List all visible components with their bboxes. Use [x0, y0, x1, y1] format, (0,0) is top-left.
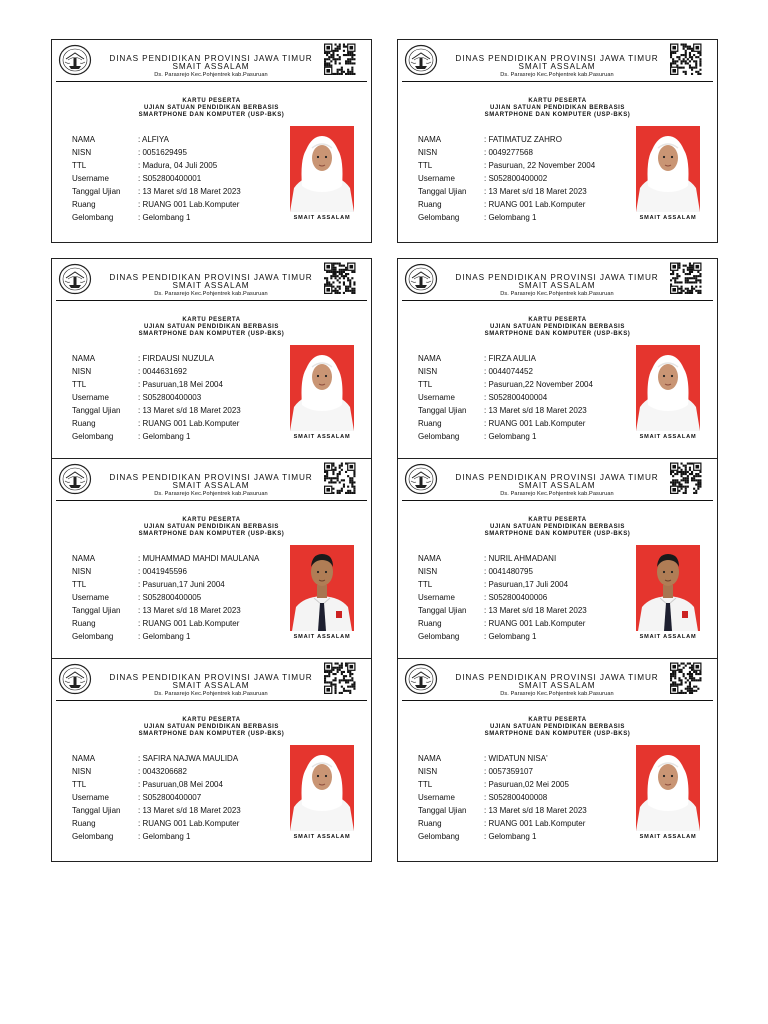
field-label: Ruang [72, 819, 96, 828]
exam-subtitle: SMARTPHONE DAN KOMPUTER (USP-BKS) [138, 531, 285, 537]
field-nama [418, 754, 548, 763]
card-title: KARTU PESERTA [528, 717, 587, 723]
card-title: KARTU PESERTA [528, 317, 587, 323]
field-label: Gelombang [72, 432, 114, 441]
tut-wuri-handayani-logo-icon [404, 263, 438, 295]
field-value: : RUANG 001 Lab.Komputer [484, 200, 586, 209]
school-name: SMAIT ASSALAM [172, 281, 250, 290]
field-label: TTL [72, 380, 87, 389]
exam-subtitle: SMARTPHONE DAN KOMPUTER (USP-BKS) [138, 731, 285, 737]
field-label: Username [418, 593, 455, 602]
field-ruang [418, 200, 585, 209]
field-label: TTL [72, 161, 87, 170]
school-name: SMAIT ASSALAM [172, 681, 250, 690]
field-value: : 13 Maret s/d 18 Maret 2023 [138, 187, 241, 196]
field-label: Tanggal Ujian [72, 806, 121, 815]
field-label: Gelombang [72, 632, 114, 641]
school-address: Ds. Parasrejo Kec.Pohjentrek kab.Pasuruan [500, 72, 614, 78]
school-caption: SMAIT ASSALAM [639, 834, 697, 840]
qr-code-icon [668, 662, 704, 694]
tut-wuri-handayani-logo-icon [404, 463, 438, 495]
field-value: : Gelombang 1 [484, 632, 537, 641]
exam-title: UJIAN SATUAN PENDIDIKAN BERBASIS [143, 524, 280, 530]
field-nama [72, 135, 169, 144]
field-username [72, 593, 201, 602]
exam-title: UJIAN SATUAN PENDIDIKAN BERBASIS [143, 324, 280, 330]
field-label: Username [72, 793, 109, 802]
field-gelombang [418, 432, 536, 441]
school-name: SMAIT ASSALAM [172, 481, 250, 490]
qr-code-icon [668, 43, 704, 75]
field-label: TTL [418, 580, 433, 589]
school-caption: SMAIT ASSALAM [639, 434, 697, 440]
field-nisn [72, 567, 187, 576]
field-value: : 0051629495 [138, 148, 187, 157]
tut-wuri-handayani-logo-icon [58, 44, 92, 76]
field-value: : 0043206682 [138, 767, 187, 776]
participant-photo [290, 126, 354, 212]
field-gelombang [72, 632, 190, 641]
field-nisn [418, 767, 533, 776]
field-label: NAMA [72, 135, 96, 144]
field-nisn [418, 367, 533, 376]
field-tanggal-ujian [418, 806, 587, 815]
school-name: SMAIT ASSALAM [172, 62, 250, 71]
field-label: Ruang [72, 419, 96, 428]
field-label: NISN [418, 567, 438, 576]
field-ruang [418, 619, 585, 628]
field-label: TTL [418, 161, 433, 170]
field-label: NISN [418, 367, 438, 376]
field-value: : 13 Maret s/d 18 Maret 2023 [484, 406, 587, 415]
field-username [418, 174, 547, 183]
agency-name: DINAS PENDIDIKAN PROVINSI JAWA TIMUR [455, 54, 659, 63]
field-value: : Madura, 04 Juli 2005 [138, 161, 218, 170]
header-divider [56, 500, 367, 501]
field-value: : NURIL AHMADANI [484, 554, 557, 563]
field-label: NAMA [72, 354, 96, 363]
participant-card [397, 258, 718, 462]
qr-code-icon [322, 662, 358, 694]
field-value: : RUANG 001 Lab.Komputer [484, 819, 586, 828]
participant-card [397, 658, 718, 862]
field-value: : 13 Maret s/d 18 Maret 2023 [138, 806, 241, 815]
field-label: NISN [418, 148, 438, 157]
school-name: SMAIT ASSALAM [518, 681, 596, 690]
field-label: NISN [72, 767, 92, 776]
field-gelombang [72, 213, 190, 222]
participant-photo [290, 545, 354, 631]
school-name: SMAIT ASSALAM [518, 62, 596, 71]
field-nama [72, 554, 259, 563]
field-ttl [72, 380, 223, 389]
field-label: Tanggal Ujian [72, 406, 121, 415]
field-value: : ALFIYA [138, 135, 169, 144]
field-label: Tanggal Ujian [418, 187, 467, 196]
field-value: : Pasuruan, 22 November 2004 [484, 161, 596, 170]
field-tanggal-ujian [72, 187, 241, 196]
header-divider [402, 700, 713, 701]
field-value: : Pasuruan,18 Mei 2004 [138, 380, 223, 389]
field-label: Ruang [72, 200, 96, 209]
field-label: Tanggal Ujian [418, 406, 467, 415]
field-label: Tanggal Ujian [418, 606, 467, 615]
field-nama [72, 754, 238, 763]
qr-code-icon [322, 462, 358, 494]
school-name: SMAIT ASSALAM [518, 481, 596, 490]
tut-wuri-handayani-logo-icon [58, 263, 92, 295]
field-ttl [72, 161, 217, 170]
field-ttl [418, 580, 568, 589]
school-address: Ds. Parasrejo Kec.Pohjentrek kab.Pasuruan [500, 291, 614, 297]
field-label: Username [418, 393, 455, 402]
school-caption: SMAIT ASSALAM [639, 634, 697, 640]
field-value: : Pasuruan,08 Mei 2004 [138, 780, 223, 789]
field-gelombang [72, 432, 190, 441]
school-address: Ds. Parasrejo Kec.Pohjentrek kab.Pasuruan [154, 291, 268, 297]
field-label: TTL [418, 380, 433, 389]
field-value: : FATIMATUZ ZAHRO [484, 135, 562, 144]
agency-name: DINAS PENDIDIKAN PROVINSI JAWA TIMUR [109, 273, 313, 282]
field-value: : RUANG 001 Lab.Komputer [138, 819, 240, 828]
field-label: NAMA [418, 554, 442, 563]
field-value: : S052800400003 [138, 393, 202, 402]
exam-title: UJIAN SATUAN PENDIDIKAN BERBASIS [143, 105, 280, 111]
field-value: : S052800400006 [484, 593, 548, 602]
exam-subtitle: SMARTPHONE DAN KOMPUTER (USP-BKS) [484, 531, 631, 537]
field-tanggal-ujian [418, 406, 587, 415]
school-address: Ds. Parasrejo Kec.Pohjentrek kab.Pasuruan [154, 72, 268, 78]
header-divider [402, 81, 713, 82]
field-ttl [418, 380, 593, 389]
field-value: : S052800400001 [138, 174, 202, 183]
field-ruang [418, 419, 585, 428]
school-name: SMAIT ASSALAM [518, 281, 596, 290]
field-nisn [418, 148, 533, 157]
field-value: : RUANG 001 Lab.Komputer [484, 619, 586, 628]
field-tanggal-ujian [72, 606, 241, 615]
field-ruang [72, 819, 239, 828]
field-username [418, 793, 547, 802]
field-label: Tanggal Ujian [72, 606, 121, 615]
exam-title: UJIAN SATUAN PENDIDIKAN BERBASIS [489, 105, 626, 111]
field-value: : 13 Maret s/d 18 Maret 2023 [138, 406, 241, 415]
participant-photo [636, 745, 700, 831]
school-caption: SMAIT ASSALAM [293, 434, 351, 440]
field-value: : S052800400004 [484, 393, 548, 402]
field-value: : MUHAMMAD MAHDI MAULANA [138, 554, 260, 563]
field-value: : S052800400002 [484, 174, 548, 183]
field-label: Ruang [418, 200, 442, 209]
field-value: : Pasuruan,22 November 2004 [484, 380, 593, 389]
field-ruang [72, 619, 239, 628]
field-label: Gelombang [72, 832, 114, 841]
field-nisn [72, 367, 187, 376]
field-label: NISN [72, 367, 92, 376]
tut-wuri-handayani-logo-icon [404, 663, 438, 695]
field-tanggal-ujian [72, 806, 241, 815]
field-nama [72, 354, 214, 363]
school-caption: SMAIT ASSALAM [293, 834, 351, 840]
field-username [418, 593, 547, 602]
agency-name: DINAS PENDIDIKAN PROVINSI JAWA TIMUR [109, 473, 313, 482]
field-label: Username [418, 174, 455, 183]
field-label: NAMA [72, 754, 96, 763]
field-value: : Gelombang 1 [484, 213, 537, 222]
field-gelombang [72, 832, 190, 841]
field-label: NAMA [418, 354, 442, 363]
field-label: NAMA [72, 554, 96, 563]
field-value: : RUANG 001 Lab.Komputer [138, 200, 240, 209]
field-username [72, 793, 201, 802]
tut-wuri-handayani-logo-icon [404, 44, 438, 76]
field-tanggal-ujian [72, 406, 241, 415]
field-nisn [72, 767, 187, 776]
field-value: : 0049277568 [484, 148, 533, 157]
participant-photo [636, 545, 700, 631]
field-nisn [72, 148, 187, 157]
qr-code-icon [668, 262, 704, 294]
field-tanggal-ujian [418, 606, 587, 615]
agency-name: DINAS PENDIDIKAN PROVINSI JAWA TIMUR [455, 473, 659, 482]
field-nisn [418, 567, 533, 576]
participant-photo [636, 126, 700, 212]
participant-card [51, 458, 372, 662]
field-ttl [72, 780, 223, 789]
field-value: : WIDATUN NISA' [484, 754, 548, 763]
participant-card [51, 658, 372, 862]
qr-code-icon [322, 262, 358, 294]
field-username [418, 393, 547, 402]
field-label: Gelombang [418, 832, 460, 841]
exam-subtitle: SMARTPHONE DAN KOMPUTER (USP-BKS) [484, 112, 631, 118]
field-gelombang [418, 213, 536, 222]
card-title: KARTU PESERTA [528, 98, 587, 104]
field-value: : Gelombang 1 [484, 832, 537, 841]
field-value: : Gelombang 1 [484, 432, 537, 441]
field-ruang [418, 819, 585, 828]
header-divider [402, 500, 713, 501]
field-label: Ruang [418, 819, 442, 828]
field-value: : 13 Maret s/d 18 Maret 2023 [484, 606, 587, 615]
header-divider [402, 300, 713, 301]
field-label: NISN [72, 567, 92, 576]
header-divider [56, 81, 367, 82]
participant-photo [290, 745, 354, 831]
field-ttl [418, 161, 595, 170]
exam-title: UJIAN SATUAN PENDIDIKAN BERBASIS [489, 324, 626, 330]
field-value: : S052800400008 [484, 793, 548, 802]
agency-name: DINAS PENDIDIKAN PROVINSI JAWA TIMUR [455, 273, 659, 282]
field-label: NISN [418, 767, 438, 776]
field-ruang [72, 419, 239, 428]
school-address: Ds. Parasrejo Kec.Pohjentrek kab.Pasuruan [154, 691, 268, 697]
exam-title: UJIAN SATUAN PENDIDIKAN BERBASIS [489, 724, 626, 730]
card-title: KARTU PESERTA [182, 517, 241, 523]
field-value: : Pasuruan,17 Juli 2004 [484, 580, 569, 589]
field-label: Username [418, 793, 455, 802]
field-label: Ruang [418, 619, 442, 628]
field-label: TTL [72, 580, 87, 589]
school-caption: SMAIT ASSALAM [293, 634, 351, 640]
field-label: Username [72, 393, 109, 402]
participant-card [397, 458, 718, 662]
field-value: : RUANG 001 Lab.Komputer [484, 419, 586, 428]
field-username [72, 393, 201, 402]
field-label: Ruang [418, 419, 442, 428]
field-value: : 13 Maret s/d 18 Maret 2023 [138, 606, 241, 615]
field-nama [418, 554, 556, 563]
card-title: KARTU PESERTA [528, 517, 587, 523]
field-label: Username [72, 593, 109, 602]
field-gelombang [418, 832, 536, 841]
field-value: : RUANG 001 Lab.Komputer [138, 619, 240, 628]
field-value: : Gelombang 1 [138, 632, 191, 641]
field-label: Tanggal Ujian [418, 806, 467, 815]
field-ruang [72, 200, 239, 209]
exam-subtitle: SMARTPHONE DAN KOMPUTER (USP-BKS) [484, 331, 631, 337]
school-address: Ds. Parasrejo Kec.Pohjentrek kab.Pasuruan [500, 691, 614, 697]
participant-photo [636, 345, 700, 431]
field-label: TTL [418, 780, 433, 789]
field-ttl [418, 780, 569, 789]
qr-code-icon [668, 462, 704, 494]
qr-code-icon [322, 43, 358, 75]
participant-card [51, 258, 372, 462]
card-title: KARTU PESERTA [182, 317, 241, 323]
field-label: Ruang [72, 619, 96, 628]
field-username [72, 174, 201, 183]
card-title: KARTU PESERTA [182, 717, 241, 723]
school-address: Ds. Parasrejo Kec.Pohjentrek kab.Pasuruan [500, 491, 614, 497]
field-label: NAMA [418, 754, 442, 763]
school-address: Ds. Parasrejo Kec.Pohjentrek kab.Pasuruan [154, 491, 268, 497]
tut-wuri-handayani-logo-icon [58, 663, 92, 695]
header-divider [56, 700, 367, 701]
field-value: : 0041480795 [484, 567, 533, 576]
field-label: Gelombang [418, 213, 460, 222]
header-divider [56, 300, 367, 301]
participant-card [397, 39, 718, 243]
field-value: : SAFIRA NAJWA MAULIDA [138, 754, 239, 763]
field-value: : FIRDAUSI NUZULA [138, 354, 215, 363]
field-label: Gelombang [418, 632, 460, 641]
exam-subtitle: SMARTPHONE DAN KOMPUTER (USP-BKS) [138, 331, 285, 337]
field-label: Gelombang [72, 213, 114, 222]
field-ttl [72, 580, 225, 589]
field-value: : 13 Maret s/d 18 Maret 2023 [484, 806, 587, 815]
field-label: Gelombang [418, 432, 460, 441]
field-value: : 13 Maret s/d 18 Maret 2023 [484, 187, 587, 196]
exam-title: UJIAN SATUAN PENDIDIKAN BERBASIS [489, 524, 626, 530]
participant-photo [290, 345, 354, 431]
field-label: TTL [72, 780, 87, 789]
field-value: : 0041945596 [138, 567, 187, 576]
field-value: : Gelombang 1 [138, 832, 191, 841]
field-value: : S052800400005 [138, 593, 202, 602]
field-value: : RUANG 001 Lab.Komputer [138, 419, 240, 428]
field-label: Tanggal Ujian [72, 187, 121, 196]
field-label: Username [72, 174, 109, 183]
school-caption: SMAIT ASSALAM [639, 215, 697, 221]
field-value: : 0044631692 [138, 367, 187, 376]
exam-subtitle: SMARTPHONE DAN KOMPUTER (USP-BKS) [484, 731, 631, 737]
field-label: NISN [72, 148, 92, 157]
school-caption: SMAIT ASSALAM [293, 215, 351, 221]
field-label: NAMA [418, 135, 442, 144]
field-value: : 0044074452 [484, 367, 533, 376]
agency-name: DINAS PENDIDIKAN PROVINSI JAWA TIMUR [455, 673, 659, 682]
field-tanggal-ujian [418, 187, 587, 196]
agency-name: DINAS PENDIDIKAN PROVINSI JAWA TIMUR [109, 54, 313, 63]
exam-title: UJIAN SATUAN PENDIDIKAN BERBASIS [143, 724, 280, 730]
field-value: : Pasuruan,17 Juni 2004 [138, 580, 225, 589]
field-value: : 0057359107 [484, 767, 533, 776]
tut-wuri-handayani-logo-icon [58, 463, 92, 495]
field-value: : FIRZA AULIA [484, 354, 537, 363]
agency-name: DINAS PENDIDIKAN PROVINSI JAWA TIMUR [109, 673, 313, 682]
field-nama [418, 354, 536, 363]
field-value: : Gelombang 1 [138, 432, 191, 441]
field-value: : Pasuruan,02 Mei 2005 [484, 780, 569, 789]
field-value: : Gelombang 1 [138, 213, 191, 222]
card-title: KARTU PESERTA [182, 98, 241, 104]
participant-card [51, 39, 372, 243]
exam-subtitle: SMARTPHONE DAN KOMPUTER (USP-BKS) [138, 112, 285, 118]
field-gelombang [418, 632, 536, 641]
field-value: : S052800400007 [138, 793, 202, 802]
field-nama [418, 135, 562, 144]
